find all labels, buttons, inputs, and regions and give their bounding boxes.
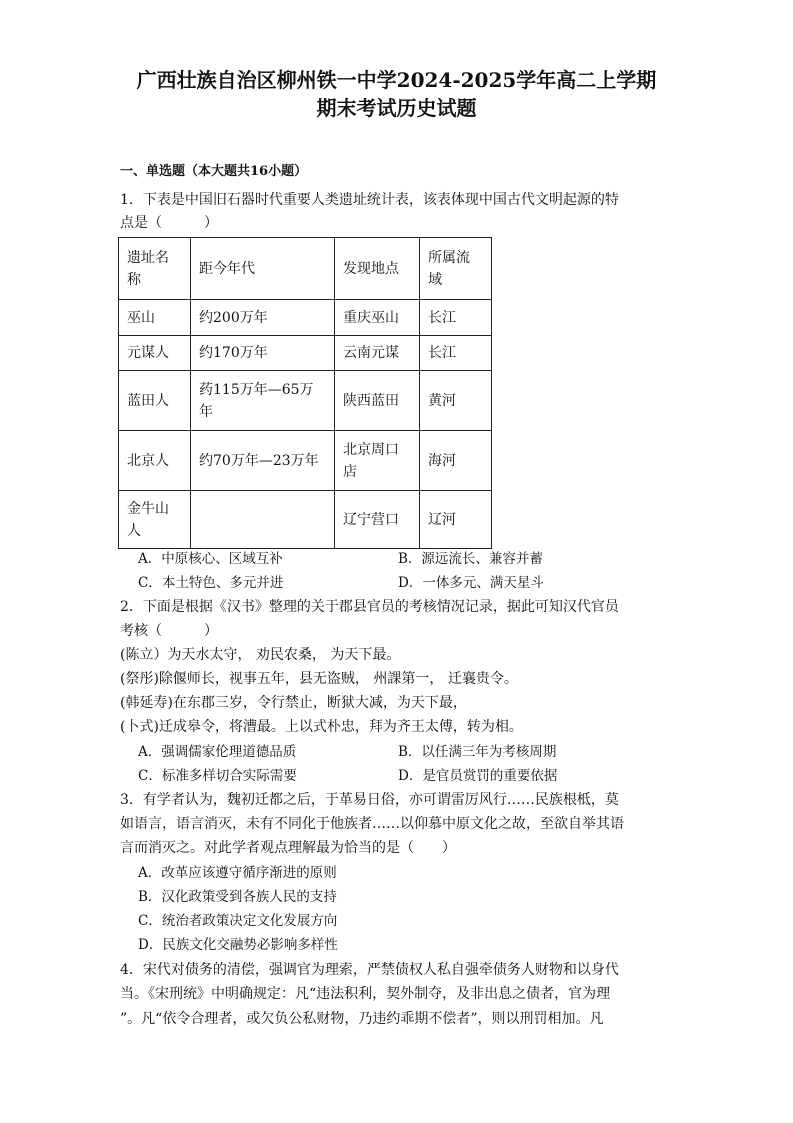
table-cell: 蓝田人: [119, 371, 191, 431]
table-cell: 黄河: [420, 371, 492, 431]
table-cell: 约200万年: [191, 300, 335, 336]
q1-stem-line2: 点是（ ）: [120, 215, 218, 231]
q2-material-1: (陈立）为天水太守， 劝民农桑， 为天下最。: [120, 647, 401, 663]
q3-option-b[interactable]: B．汉化政策受到各族人民的支持: [138, 889, 337, 905]
q3-option-d[interactable]: D．民族文化交融势必影响多样性: [138, 937, 338, 953]
q3-stem-line1: 3．有学者认为，魏初迁都之后，于革易日俗，亦可谓雷厉风行……民族根柢，莫: [120, 792, 619, 808]
q1-option-d[interactable]: D．一体多元、满天星斗: [398, 575, 544, 591]
table-row: [119, 431, 492, 491]
q3-stem-line2: 如语言，语言消灭，未有不同化于他族者……以仰慕中原文化之故，至欲自举其语: [120, 816, 624, 832]
table-cell: 元谋人: [119, 336, 191, 371]
q4-stem-line3: ”。凡“依令合理者，或欠负公私财物，乃违约乖期不偿者”，则以刑罚相加。凡: [120, 1011, 604, 1027]
table-cell: 巫山: [119, 300, 191, 336]
table-cell: 海河: [420, 431, 492, 491]
table-cell: 药115万年—65万年: [191, 371, 335, 431]
sites-table: [118, 237, 492, 549]
table-cell: 辽宁营口: [335, 491, 420, 549]
q2-option-b[interactable]: B．以任满三年为考核周期: [398, 744, 557, 760]
table-row: [119, 491, 492, 549]
q2-material-2: (祭彤)除偃师长，视事五年，县无盗贼， 州課第一， 迁襄贵令。: [120, 671, 518, 687]
q2-option-d[interactable]: D．是官员赏罚的重要依据: [398, 768, 558, 784]
table-cell: [191, 491, 335, 549]
q2-material-3: (韩延寿)在东郡三岁，令行禁止，断狱大减，为天下最，: [120, 695, 467, 711]
table-cell: 长江: [420, 300, 492, 336]
table-cell: 辽河: [420, 491, 492, 549]
table-row: [119, 336, 492, 371]
table-cell: 约170万年: [191, 336, 335, 371]
q4-stem-line1: 4．宋代对债务的清偿，强调官为理索，严禁债权人私自强牵债务人财物和以身代: [120, 962, 619, 978]
table-cell: 云南元谋: [335, 336, 420, 371]
table-cell: 金牛山人: [119, 491, 191, 549]
q3-option-a[interactable]: A．改革应该遵守循序渐进的原则: [138, 865, 337, 881]
q3-stem-line3: 言而消灭之。对此学者观点理解最为恰当的是（ ）: [120, 840, 456, 856]
table-header-row: [119, 238, 492, 300]
q1-option-a[interactable]: A．中原核心、区域互补: [138, 551, 283, 567]
table-cell: 北京人: [119, 431, 191, 491]
q2-option-a[interactable]: A．强调儒家伦理道德品质: [138, 744, 297, 760]
table-cell: 陕西蓝田: [335, 371, 420, 431]
header-cell: 遗址名称: [119, 238, 191, 300]
table-cell: 北京周口店: [335, 431, 420, 491]
q3-option-c[interactable]: C．统治者政策决定文化发展方向: [138, 913, 338, 929]
header-cell: 所属流域: [420, 238, 492, 300]
exam-title-line1: 广西壮族自治区柳州铁一中学2024-2025学年高二上学期: [136, 68, 657, 92]
q1-option-c[interactable]: C．本土特色、多元并进: [138, 575, 284, 591]
table-cell: 长江: [420, 336, 492, 371]
q4-stem-line2: 当。《宋刑统》中明确规定：凡“违法积利，契外制夺，及非出息之债者，官为理: [120, 986, 611, 1002]
q1-option-b[interactable]: B．源远流长、兼容并蓄: [398, 551, 543, 567]
exam-title-line2: 期末考试历史试题: [316, 96, 477, 120]
table-row: [119, 300, 492, 336]
q1-stem-line1: 1．下表是中国旧石器时代重要人类遗址统计表，该表体现中国古代文明起源的特: [120, 192, 619, 208]
q2-option-c[interactable]: C．标准多样切合实际需要: [138, 768, 297, 784]
header-cell: 发现地点: [335, 238, 420, 300]
table-row: [119, 371, 492, 431]
table-cell: 约70万年—23万年: [191, 431, 335, 491]
q2-stem-line2: 考核（ ）: [120, 623, 218, 639]
section-heading: 一、单选题（本大题共16小题）: [120, 164, 308, 179]
table-cell: 重庆巫山: [335, 300, 420, 336]
q2-stem-line1: 2．下面是根据《汉书》整理的关于郡县官员的考核情况记录，据此可知汉代官员: [120, 599, 619, 615]
q2-material-4: (卜式)迁成皋令，将漕最。上以式朴忠，拜为齐王太傅，转为相。: [120, 719, 523, 735]
header-cell: 距今年代: [191, 238, 335, 300]
